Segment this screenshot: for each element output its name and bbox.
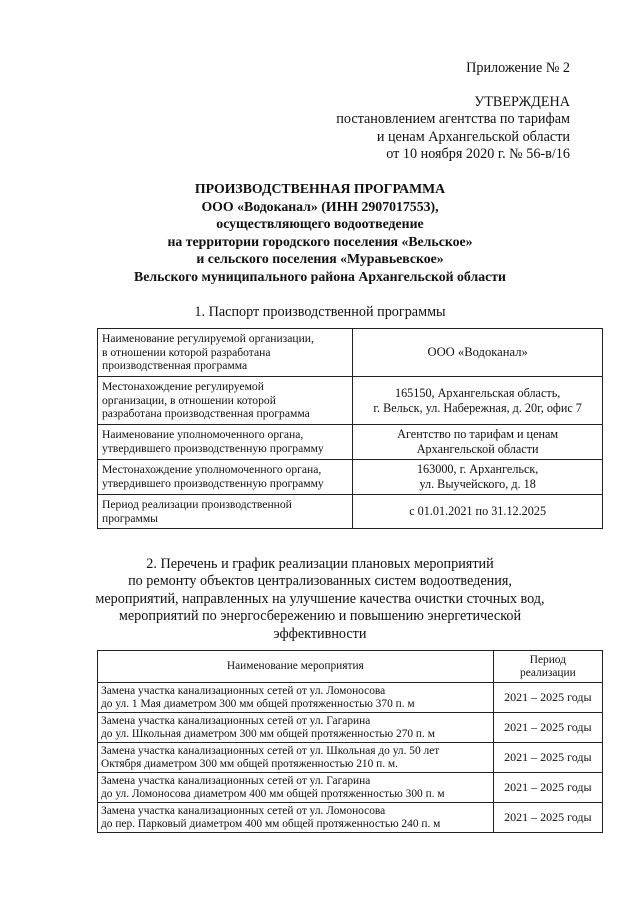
passport-key <box>98 329 353 377</box>
passport-key <box>98 377 353 425</box>
title-line: ПРОИЗВОДСТВЕННАЯ ПРОГРАММА <box>194 181 446 196</box>
cell-line: Местонахождение уполномоченного органа, <box>102 463 322 477</box>
title-line: мероприятий по энергосбережению и повышению энергетической <box>118 608 522 625</box>
section1-title: 1. Паспорт производственной программы <box>194 304 446 320</box>
approved-label: УТВЕРЖДЕНА <box>474 93 570 110</box>
event-name <box>98 743 494 773</box>
event-period: 2021 – 2025 годы <box>493 803 602 833</box>
title-line: осуществляющего водоотведение <box>216 216 424 231</box>
passport-key <box>98 460 353 495</box>
section2-title <box>0 556 640 643</box>
cell-line: Архангельской области <box>416 442 539 456</box>
title-line: мероприятий, направленных на улучшение качества очистки сточных вод, <box>95 590 545 607</box>
cell-line: Октября диаметром 300 мм общей протяженностью 210 п. м. <box>101 757 398 770</box>
cell-line: до пер. Парковый диаметром 400 мм общей протяженностью 240 п. м <box>101 817 441 830</box>
cell-line: утвердившего производственную программу <box>102 477 324 490</box>
event-period: 2021 – 2025 годы <box>493 743 602 773</box>
event-name <box>98 773 494 803</box>
table-row <box>98 495 603 529</box>
cell-line: Замена участка канализационных сетей от ул. Гагарина <box>101 774 371 787</box>
title-line: Вельского муниципального района Архангельской области <box>134 268 506 284</box>
passport-key <box>98 495 353 529</box>
cell-line: Замена участка канализационных сетей от ул. Ломоносова <box>101 684 386 697</box>
title-line: эффективности <box>273 625 367 642</box>
cell-line: Замена участка канализационных сетей от ул. Ломоносова <box>101 804 386 817</box>
passport-value <box>353 495 603 529</box>
table-row <box>98 773 603 803</box>
cell-line: до ул. Ломоносова диаметром 400 мм общей протяженностью 300 п. м <box>101 787 445 800</box>
approval-block <box>336 60 570 164</box>
table-row <box>98 425 603 460</box>
event-name <box>98 683 494 713</box>
header-line: реализации <box>520 666 576 679</box>
cell-line: Замена участка канализационных сетей от ул. Школьная до ул. 50 лет <box>101 744 440 757</box>
table-row <box>98 743 603 773</box>
column-header-period <box>493 651 602 683</box>
title-line: 2. Перечень и график реализации плановых мероприятий <box>146 556 494 572</box>
passport-value <box>353 377 603 425</box>
passport-value <box>353 329 603 377</box>
cell-line: г. Вельск, ул. Набережная, д. 20г, офис 7 <box>373 400 582 415</box>
cell-line: в отношении которой разработана <box>102 345 271 359</box>
decree-line: постановлением агентства по тарифам <box>336 111 570 127</box>
cell-line: Местонахождение регулируемой <box>102 380 264 394</box>
cell-line: Замена участка канализационных сетей от ул. Гагарина <box>101 714 371 727</box>
cell-line: ООО «Водоканал» <box>427 344 528 359</box>
table-row <box>98 683 603 713</box>
decree-line: и ценам Архангельской области <box>376 128 570 145</box>
event-name <box>98 803 494 833</box>
cell-line: до ул. Школьная диаметром 300 мм общей протяженностью 270 п. м <box>101 727 435 740</box>
title-line: по ремонту объектов централизованных систем водоотведения, <box>128 573 512 590</box>
event-name <box>98 713 494 743</box>
table-row <box>98 460 603 495</box>
cell-line: 163000, г. Архангельск, <box>416 462 539 476</box>
document-title <box>0 180 640 285</box>
cell-line: 165150, Архангельская область, <box>394 385 561 400</box>
passport-table <box>97 328 603 529</box>
cell-line: разработана производственная программа <box>102 407 310 421</box>
cell-line: программы <box>102 511 158 525</box>
passport-value <box>353 425 603 460</box>
cell-line: Период реализации производственной <box>102 497 292 511</box>
cell-line: Наименование регулируемой организации, <box>102 332 314 346</box>
passport-value <box>353 460 603 495</box>
cell-line: до ул. 1 Мая диаметром 300 мм общей протяженностью 370 п. м <box>101 697 415 710</box>
event-period: 2021 – 2025 годы <box>493 683 602 713</box>
cell-line: организации, в отношении которой <box>102 393 276 407</box>
cell-line: Агентство по тарифам и ценам <box>397 427 559 441</box>
column-header-name: Наименование мероприятия <box>98 651 494 683</box>
table-row <box>98 803 603 833</box>
table-row <box>98 713 603 743</box>
title-line: ООО «Водоканал» (ИНН 2907017553), <box>201 198 439 214</box>
cell-line: утвердившего производственную программу <box>102 442 324 455</box>
cell-line: Наименование уполномоченного органа, <box>102 428 304 442</box>
event-period: 2021 – 2025 годы <box>493 713 602 743</box>
cell-line: с 01.01.2021 по 31.12.2025 <box>409 503 547 518</box>
table-header-row <box>98 651 603 683</box>
title-line: на территории городского поселения «Вельское» <box>167 233 473 249</box>
cell-line: производственная программа <box>102 359 248 373</box>
title-line: и сельского поселения «Муравьевское» <box>196 251 444 266</box>
table-row <box>98 329 603 377</box>
annex-number: Приложение № 2 <box>466 60 570 76</box>
table-row <box>98 377 603 425</box>
event-period: 2021 – 2025 годы <box>493 773 602 803</box>
header-line: Период <box>529 653 566 666</box>
cell-line: ул. Выучейского, д. 18 <box>419 477 536 491</box>
events-table <box>97 650 603 833</box>
passport-key <box>98 425 353 460</box>
decree-line: от 10 ноября 2020 г. № 56-в/16 <box>386 146 570 162</box>
